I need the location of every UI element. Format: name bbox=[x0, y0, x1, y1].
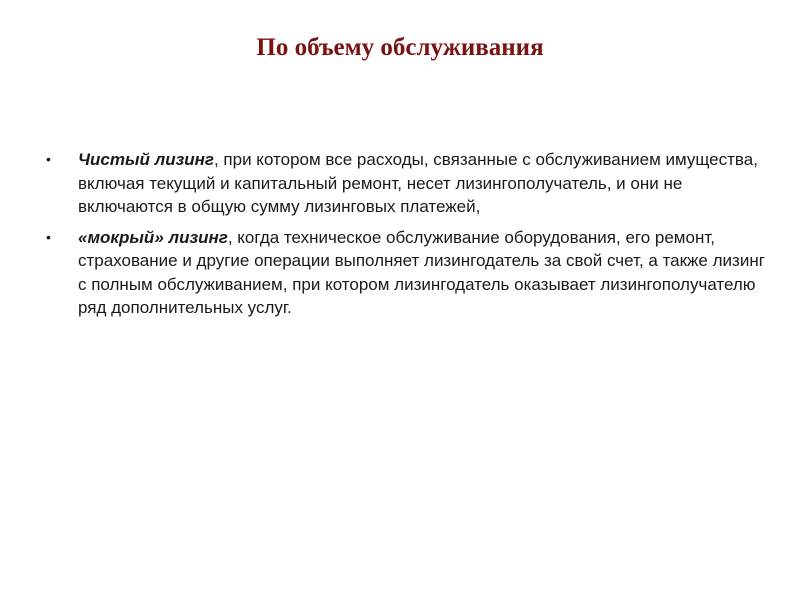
list-item bbox=[46, 148, 766, 219]
bullet-dot-icon: • bbox=[46, 228, 51, 245]
bullet-list bbox=[46, 148, 766, 327]
term-label: «мокрый» лизинг bbox=[78, 227, 228, 247]
bullet-dot-icon: • bbox=[46, 151, 51, 167]
term-label: Чистый лизинг bbox=[78, 150, 214, 169]
item-text: , при котором все расходы, связанные с обслуживанием имущества, включая текущий и капитальный ремонт, несет лизингополучатель, и они не включаются в общую сумму лизинговых платежей, bbox=[78, 150, 758, 216]
slide-title: По объему обслуживания bbox=[256, 34, 544, 61]
list-item bbox=[46, 226, 766, 320]
item-text: , когда техническое обслуживание оборудования, его ремонт, страхование и другие операции выполняет лизингодатель за свой счет, а также лизинг с полным обслуживанием, при котором лизингодатель оказывает лизингополучателю ряд дополнительных услуг. bbox=[78, 227, 765, 317]
